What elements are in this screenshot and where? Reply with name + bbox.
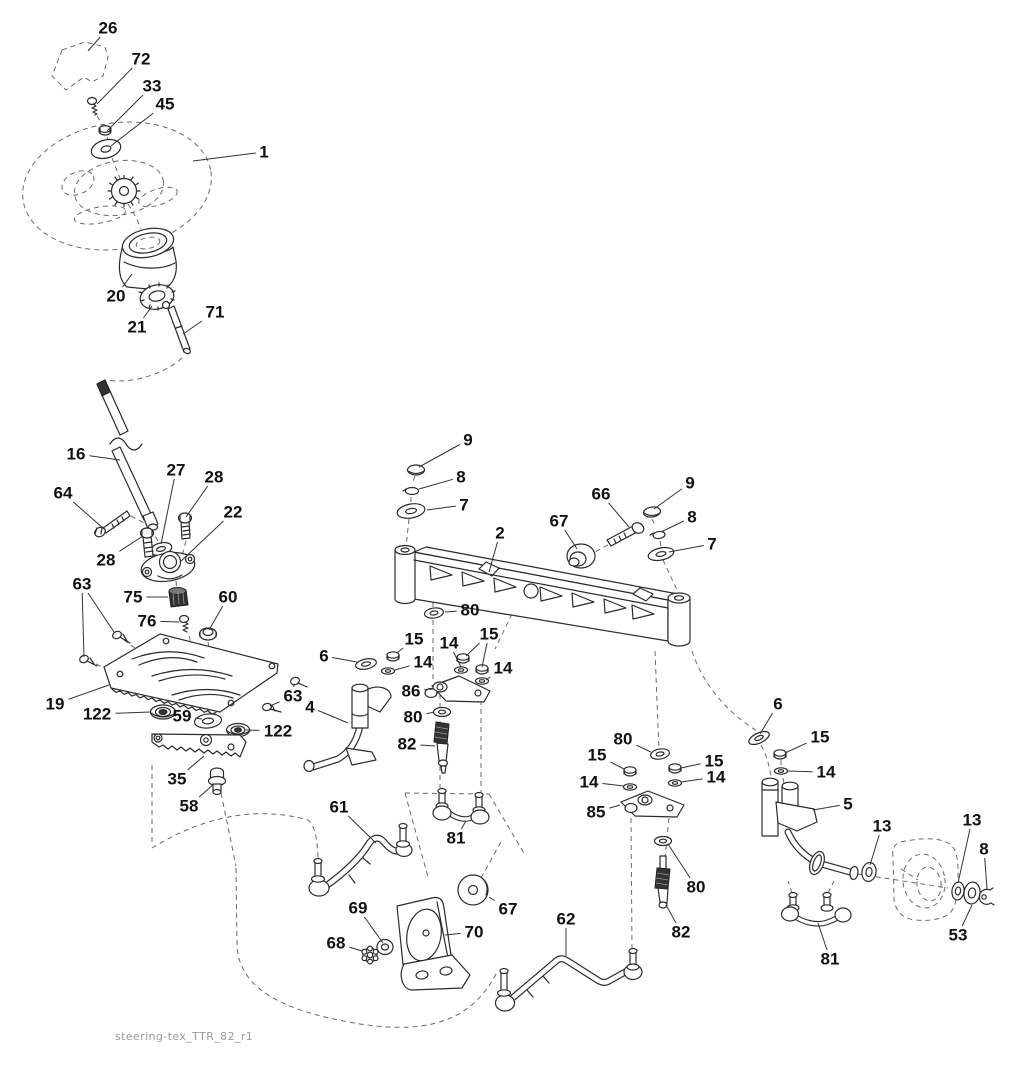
callout-label-5: 5 xyxy=(843,794,853,814)
part-61-tie-rod xyxy=(309,824,412,897)
callout-leader-line xyxy=(332,658,357,663)
part-69-washer xyxy=(377,940,393,955)
callout-label-7: 7 xyxy=(707,534,717,554)
part-53-washer xyxy=(963,881,982,905)
callout-leader-line xyxy=(419,445,460,468)
part-26-steering-wheel-cap xyxy=(52,42,108,90)
callout-leader-line xyxy=(119,536,143,551)
callout-leader-line xyxy=(482,643,487,667)
callout-leader-line xyxy=(681,779,703,782)
part-13-washers xyxy=(860,861,965,900)
callout-leader-line xyxy=(661,521,684,532)
part-71-roll-pin xyxy=(163,302,192,355)
part-8-eclip xyxy=(979,888,994,905)
drawing-id-caption: steering-tex_TTR_82_r1 xyxy=(115,1030,254,1043)
callout-label-82: 82 xyxy=(671,922,691,942)
callout-label-58: 58 xyxy=(179,796,199,816)
callout-leader-line xyxy=(985,858,987,889)
callout-leader-line xyxy=(209,606,223,630)
callout-leader-line xyxy=(397,648,403,653)
callout-label-9: 9 xyxy=(463,430,473,450)
callout-label-86: 86 xyxy=(401,681,421,701)
callout-label-7: 7 xyxy=(459,495,469,515)
part-76-screw xyxy=(180,616,189,633)
callout-leader-line xyxy=(395,666,410,670)
callout-label-80: 80 xyxy=(686,877,706,897)
part-70-gear-bracket xyxy=(397,897,470,990)
callout-label-26: 26 xyxy=(98,18,118,38)
callout-leader-line xyxy=(183,321,202,334)
callout-label-82: 82 xyxy=(397,734,417,754)
callout-label-69: 69 xyxy=(348,898,368,918)
callout-label-59: 59 xyxy=(172,706,192,726)
callout-label-15: 15 xyxy=(587,745,607,765)
callout-leader-line xyxy=(160,621,179,622)
callout-label-15: 15 xyxy=(704,751,724,771)
callout-label-15: 15 xyxy=(810,727,830,747)
part-62-drag-link xyxy=(496,949,643,1012)
callout-label-81: 81 xyxy=(446,828,466,848)
part-72-screw xyxy=(88,98,98,116)
callout-leader-line xyxy=(681,764,701,768)
callout-label-22: 22 xyxy=(223,502,243,522)
callout-label-85: 85 xyxy=(586,802,606,822)
callout-label-80: 80 xyxy=(460,600,480,620)
callout-leader-line xyxy=(348,816,376,843)
callout-label-71: 71 xyxy=(205,302,225,322)
callout-label-1: 1 xyxy=(259,142,269,162)
callout-leader-line xyxy=(668,844,690,878)
callout-leader-line xyxy=(870,835,879,865)
callout-label-67: 67 xyxy=(549,511,569,531)
callout-leader-line xyxy=(466,643,480,656)
callout-label-68: 68 xyxy=(326,933,346,953)
callout-leader-line xyxy=(161,479,174,544)
callout-leader-line xyxy=(82,593,84,657)
callout-leader-line xyxy=(188,756,204,770)
callout-label-4: 4 xyxy=(305,697,315,717)
callout-label-8: 8 xyxy=(687,507,697,527)
callout-leader-line xyxy=(88,37,100,51)
callout-leader-line xyxy=(97,68,132,104)
callout-label-61: 61 xyxy=(329,797,349,817)
callout-leader-line xyxy=(270,702,280,706)
wheel-ghost xyxy=(893,839,958,921)
callout-label-45: 45 xyxy=(155,94,175,114)
callout-leader-line xyxy=(787,771,813,772)
callout-leader-line xyxy=(610,762,624,769)
callout-leader-line xyxy=(419,479,453,489)
callout-label-63: 63 xyxy=(283,686,303,706)
callout-leader-line xyxy=(813,805,840,810)
callout-leader-line xyxy=(760,713,773,734)
callout-label-53: 53 xyxy=(948,925,968,945)
callout-label-35: 35 xyxy=(167,769,187,789)
callout-leader-line xyxy=(349,947,362,951)
callout-label-76: 76 xyxy=(137,611,157,631)
callout-leader-line xyxy=(186,486,208,517)
callout-label-14: 14 xyxy=(439,633,459,653)
callout-label-14: 14 xyxy=(816,762,836,782)
callout-label-14: 14 xyxy=(413,652,433,672)
callout-leader-line xyxy=(565,530,577,549)
callout-label-15: 15 xyxy=(404,629,424,649)
callout-leader-line xyxy=(420,745,435,746)
callout-leader-line xyxy=(785,743,807,753)
callout-leader-line xyxy=(636,745,651,752)
callout-label-66: 66 xyxy=(591,484,611,504)
part-4-spindle-left xyxy=(304,684,391,771)
part-35-sector-gear xyxy=(152,734,246,757)
callout-leader-line xyxy=(199,784,214,797)
callout-label-122: 122 xyxy=(82,704,112,724)
callout-leader-line xyxy=(962,905,972,926)
callout-leader-line xyxy=(654,489,682,509)
callout-label-2: 2 xyxy=(495,523,505,543)
callout-label-14: 14 xyxy=(706,767,726,787)
callout-label-80: 80 xyxy=(403,707,423,727)
callout-label-8: 8 xyxy=(456,467,466,487)
callout-leader-line xyxy=(609,503,629,527)
callout-leader-line xyxy=(427,506,456,510)
part-33-nut xyxy=(99,126,111,135)
callout-label-16: 16 xyxy=(66,444,86,464)
callout-label-67: 67 xyxy=(498,899,518,919)
callout-label-15: 15 xyxy=(479,624,499,644)
callout-leader-line xyxy=(364,917,383,943)
callout-leader-line xyxy=(669,546,704,553)
callout-leader-line xyxy=(602,784,624,787)
callout-label-14: 14 xyxy=(493,658,513,678)
callout-label-75: 75 xyxy=(123,587,143,607)
callout-label-6: 6 xyxy=(773,694,783,714)
callout-label-28: 28 xyxy=(204,467,224,487)
part-19-steering-plate xyxy=(104,634,278,714)
callout-leader-line xyxy=(88,593,114,632)
callout-label-81: 81 xyxy=(820,949,840,969)
callout-leader-line xyxy=(445,611,457,612)
part-16-steering-shaft xyxy=(97,380,158,530)
part-68-flange-nut xyxy=(362,946,378,964)
callout-label-9: 9 xyxy=(685,473,695,493)
callout-label-60: 60 xyxy=(218,587,238,607)
part-58-shoulder-bolt xyxy=(209,768,226,795)
callout-leader-line xyxy=(489,897,495,901)
callout-leader-line xyxy=(818,923,827,950)
callout-label-80: 80 xyxy=(613,729,633,749)
callout-label-20: 20 xyxy=(106,286,126,306)
callout-leader-line xyxy=(958,829,970,883)
part-5-spindle-right xyxy=(762,778,859,880)
callout-label-62: 62 xyxy=(556,909,576,929)
callout-label-72: 72 xyxy=(131,49,151,69)
part-85-idler-arm xyxy=(621,791,684,817)
callout-label-13: 13 xyxy=(962,810,982,830)
callout-label-28: 28 xyxy=(96,550,116,570)
part-9-caps xyxy=(408,465,662,518)
callout-label-122: 122 xyxy=(263,721,293,741)
callout-label-19: 19 xyxy=(45,694,65,714)
callout-leader-line xyxy=(73,502,104,529)
callout-layer xyxy=(46,19,989,969)
callout-label-8: 8 xyxy=(979,839,989,859)
callout-label-13: 13 xyxy=(872,816,892,836)
callout-leader-line xyxy=(609,805,620,808)
part-2-axle-support-beam xyxy=(395,546,690,647)
callout-label-64: 64 xyxy=(53,483,73,503)
part-1-steering-wheel xyxy=(13,109,220,263)
callout-leader-line xyxy=(666,905,676,923)
callout-label-27: 27 xyxy=(166,460,186,480)
callout-label-70: 70 xyxy=(464,922,484,942)
callout-label-21: 21 xyxy=(127,317,147,337)
part-75-bushing xyxy=(169,588,188,608)
callout-label-14: 14 xyxy=(579,772,599,792)
part-59-washer xyxy=(194,713,222,730)
callout-label-63: 63 xyxy=(72,574,92,594)
callout-leader-line xyxy=(318,711,348,724)
callout-leader-line xyxy=(111,113,153,146)
steering-wheel-splined-hub xyxy=(108,176,140,207)
callout-leader-line xyxy=(116,712,150,713)
part-60-nut xyxy=(200,628,217,640)
callout-label-6: 6 xyxy=(319,646,329,666)
callout-label-33: 33 xyxy=(142,76,162,96)
callout-leader-line xyxy=(193,153,256,161)
callout-leader-line xyxy=(426,712,434,714)
callout-leader-line xyxy=(68,685,109,699)
